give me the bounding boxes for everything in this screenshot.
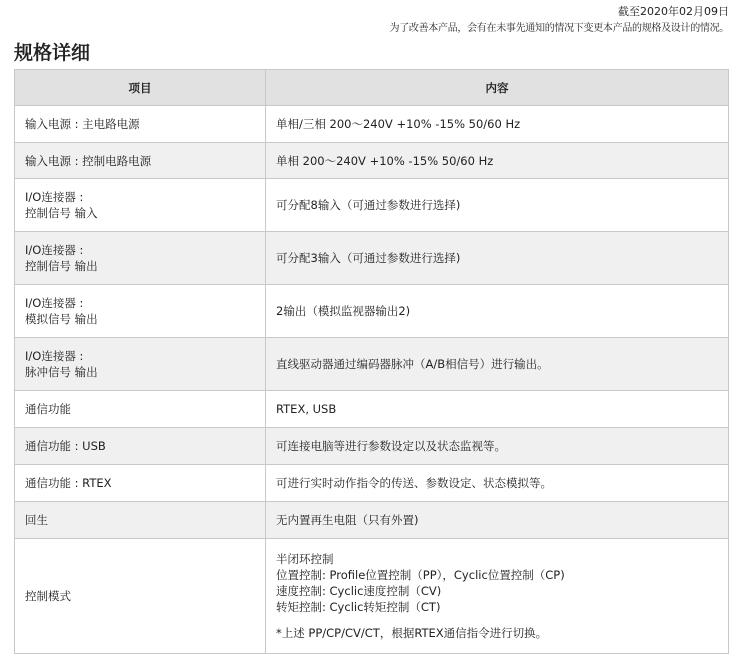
row-item	[15, 465, 266, 502]
row-content	[266, 391, 729, 428]
row-item-text: 回生	[25, 513, 48, 527]
row-item	[15, 338, 266, 391]
row-content-text: 无内置再生电阻（只有外置)	[276, 513, 419, 527]
row-item-text: 脉冲信号 输出	[25, 365, 98, 379]
spec-table	[14, 69, 729, 654]
column-header-content: 内容	[266, 70, 729, 106]
row-item-text: I/O连接器 :	[25, 349, 84, 363]
row-item	[15, 502, 266, 539]
row-content	[266, 143, 729, 179]
row-item	[15, 285, 266, 338]
row-content-text: 直线驱动器通过编码器脉冲（A/B相信号）进行输出。	[276, 357, 549, 371]
page-title: 规格详细	[14, 42, 91, 64]
row-item-text: 控制模式	[25, 589, 71, 603]
control-mode-footnote: *上述 PP/CP/CV/CT，根据RTEX通信指令进行切换。	[276, 626, 548, 640]
row-content	[266, 465, 729, 502]
control-mode-line: 转矩控制: Cyclic转矩控制（CT)	[276, 600, 441, 614]
table-row	[15, 106, 729, 143]
row-item-text: I/O连接器 :	[25, 296, 84, 310]
table-row	[15, 338, 729, 391]
row-content	[266, 232, 729, 285]
row-content	[266, 428, 729, 465]
row-content-text: 单相/三相 200～240V +10% -15% 50/60 Hz	[276, 117, 521, 131]
date-stamp: 截至2020年02月09日	[618, 5, 729, 18]
row-content	[266, 285, 729, 338]
row-item	[15, 428, 266, 465]
control-mode-line: 位置控制: Profile位置控制（PP），Cyclic位置控制（CP)	[276, 568, 565, 582]
control-mode-line: 速度控制: Cyclic速度控制（CV)	[276, 584, 442, 598]
row-content-text: 单相 200～240V +10% -15% 50/60 Hz	[276, 153, 494, 168]
table-header-row	[15, 70, 729, 106]
row-content	[266, 338, 729, 391]
table-row	[15, 143, 729, 179]
row-content-text: 可连接电脑等进行参数设定以及状态监视等。	[276, 439, 506, 453]
row-item	[15, 179, 266, 232]
control-mode-list	[276, 551, 718, 615]
row-item	[15, 539, 266, 654]
column-header-item: 项目	[15, 70, 266, 106]
row-content-text: 2输出（模拟监视器输出2)	[276, 304, 411, 318]
table-row	[15, 285, 729, 338]
row-item-text: 模拟信号 输出	[25, 312, 98, 326]
row-content-text: RTEX, USB	[276, 402, 337, 416]
row-content	[266, 539, 729, 654]
row-content-text: 可分配3输入（可通过参数进行选择)	[276, 251, 461, 265]
row-item-text: 通信功能 : RTEX	[25, 476, 112, 490]
table-row	[15, 232, 729, 285]
row-item-text: 输入电源 : 控制电路电源	[25, 153, 152, 168]
row-item	[15, 232, 266, 285]
row-item-text: 通信功能 : USB	[25, 439, 106, 453]
table-row	[15, 179, 729, 232]
row-item-text: 控制信号 输出	[25, 259, 98, 273]
table-row-control-mode	[15, 539, 729, 654]
change-notice: 为了改善本产品，会有在未事先通知的情况下变更本产品的规格及设计的情况。	[389, 23, 729, 34]
row-item-text: 输入电源 : 主电路电源	[25, 117, 140, 131]
row-item-text: I/O连接器 :	[25, 243, 84, 257]
table-row	[15, 428, 729, 465]
control-mode-line: 半闭环控制	[276, 552, 334, 566]
table-row	[15, 391, 729, 428]
row-item-text: 通信功能	[25, 402, 71, 416]
row-content	[266, 179, 729, 232]
row-item	[15, 106, 266, 143]
row-item-text: I/O连接器 :	[25, 190, 84, 204]
table-row	[15, 502, 729, 539]
row-item	[15, 143, 266, 179]
table-row	[15, 465, 729, 502]
row-content	[266, 502, 729, 539]
row-content	[266, 106, 729, 143]
row-content-text: 可分配8输入（可通过参数进行选择)	[276, 198, 461, 212]
row-content-text: 可进行实时动作指令的传送、参数设定、状态模拟等。	[276, 476, 552, 490]
row-item	[15, 391, 266, 428]
row-item-text: 控制信号 输入	[25, 206, 98, 220]
